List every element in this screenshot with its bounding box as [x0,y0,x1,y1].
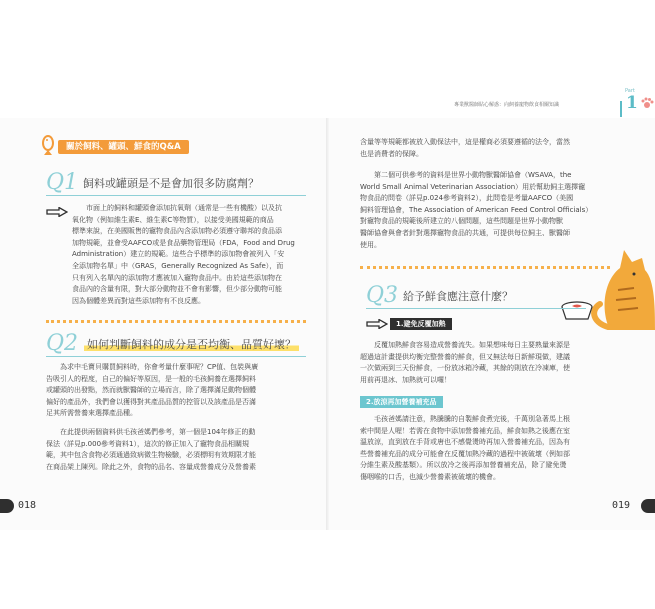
dotted-divider [46,320,306,323]
paragraph-line: 些營養補充品的成分可能會在反覆加熱冷藏的過程中被破壞（例如部 [360,449,570,458]
paragraph-line: 溫放涼，直到放在手背或唐也不感覺燙時再加入營養補充品，因為有 [360,438,570,447]
tip-heading-1: 1.避免反覆加熱 [390,318,452,330]
paragraph-line: 索中間是人喔！若需在食物中添加營養補充品，鮮食如熱之後應在室 [360,426,570,435]
question-title-q3: 給予鮮食應注意什麼？ [403,290,513,303]
paragraph-line: 用前再退冰、加熱就可以囉！ [360,375,451,384]
paragraph-line: 加物規範，並會受AAFCO或是食品藥物管理局（FDA，Food and Drug [72,238,295,247]
answer-q2-para1 [46,362,306,420]
question-title-q2: 如何判斷飼料的成分是否均衡、品質好壞？ [84,339,299,351]
paragraph-line: 超過這計畫提供均衡完整營養的鮮食，但又無法每日新鮮現做，建議 [360,352,570,361]
paragraph-line: 反覆加熱鮮食容易造成營養流失。如果想味每日主要熟量來源是 [374,341,570,349]
paragraph-line: 在商品架上陳列。除此之外，食物的品名、容量成營養成分及營養素 [46,462,256,471]
question-title-q1: 飼料或罐頭是不是會加很多防腐劑？ [83,177,259,190]
paragraph-line: 或罐頭的出發點，然而就獸醫師的立場而言，除了選擇滿足動物個體 [46,386,256,395]
question-underline-q1 [46,195,306,196]
part-label: Part [625,88,635,94]
paragraph-line: 全添加物名單」中（GRAS，Generally Recognized As Safe），而 [72,261,284,270]
paragraph-line: 偏好的產品外，我們會以獲得對其產品品質的控管以及該產品是否滿 [46,397,256,406]
part-number: 1 [626,93,638,113]
paragraph-line: 使用。 [360,240,381,249]
paragraph-line: 食品內的含量有限，對大部分動物並不會有影響，但少部分動物可能 [72,285,282,294]
page-number-right: 019 [612,500,631,511]
paragraph-line: 氧化物（例如維生素E、維生素C等物質），以接受美國規範的商品 [72,215,274,224]
dotted-divider [360,266,610,269]
question-number-q2: Q2 [46,331,79,356]
paragraph-line: Administration）建立的規範。這些合乎標準的添加物會被列入「安 [72,250,285,259]
paragraph-line: 含量等等規範都被放入動保法中，這是權商必須要遵循的法令，當然 [360,138,570,146]
page-tab-right [641,499,655,513]
section-banner: 關於飼料、罐頭、鮮食的Q&A [58,140,189,154]
paragraph-line: 只有列入名單內的添加物才應被加入寵物食品中。由於這些添加物在 [72,273,282,282]
question-underline-q3 [366,308,586,309]
paragraph-line: 保法（詳見p.000參考資料1），這次的修正加入了寵物食品相關規 [46,439,249,448]
page-tab-left [0,499,14,513]
question-number-q1: Q1 [46,170,79,195]
reference-paragraph [360,170,612,251]
paragraph-line: 足其所需營養來選擇產品種。 [46,409,137,418]
paragraph-line: 標準來說，在美國販售的寵物食品內含添加物必須遵守聯邦的食品添 [72,227,282,236]
paragraph-line: 醫師協會與會者針對選擇寵物食品的共通，可提供每位飼主、獸醫師 [360,228,570,237]
arrow-icon [366,319,388,329]
paragraph-line: 傷咽喉的口舌，也減少營養素被破壞的機會。 [360,472,500,481]
paragraph-line: 範，其中包含食物必須通過致病微生物檢驗，必須標明有效期限才能 [46,451,256,460]
paragraph-line: 物食品的問卷（詳見p.024參考資料2），此問卷是考量AAFCO（美國 [360,194,574,203]
paragraph-line: 一次做兩到三天份鮮食，一份放冰箱冷藏，其餘的則放在冷凍庫，使 [360,364,570,373]
tip-1-text [360,340,612,386]
paragraph-line: 毛孩爸媽請注意，熱騰騰的自製鮮食煮完後，千萬別急著馬上根 [374,415,570,423]
arrow-icon [46,207,68,217]
continued-text [360,137,612,160]
paragraph-line: 在此提供兩個資料供毛孩爸媽們參考，第一個是104年修正的動 [60,428,256,436]
answer-q1 [72,203,306,307]
paragraph-line: 對寵物食品的規範後所建立的八個問題，這些問題是世界小動物獸 [360,217,563,226]
question-number-q3: Q3 [366,283,399,308]
running-header: 專業獸醫師貼心解惑：向飼養寵物飲食相關知識 [454,102,560,108]
tip-2-text [360,414,612,484]
question-underline-q2 [46,356,306,357]
fish-icon [38,134,58,156]
paragraph-line: 也是消費者的保障。 [360,149,423,158]
book-spine [326,118,329,530]
food-bowl-illustration [560,300,594,322]
page-number-left: 018 [18,500,37,511]
tip-heading-2: 2.放涼再加營養補充品 [360,396,443,408]
paragraph-line: 告吸引人的程度，自己的偏好等原因，是一般的毛孩飼養在選擇飼料 [46,374,256,383]
paragraph-line: 市面上的飼料和罐頭會添加抗氧劑（通常是一些有機酸）以及抗 [86,204,282,212]
header-divider [620,101,622,117]
answer-q2-para2 [46,427,306,473]
paw-icon [640,96,654,110]
paragraph-line: 第二個可供參考的資料是世界小動物獸醫師協會（WSAVA，the [374,171,572,179]
cat-illustration [590,240,655,330]
paragraph-line: 飼料管理協會，The Association of American Feed Control Officials） [360,205,593,214]
paragraph-line: 分維生素及酸基類）。所以放冷之後再添加營養補充品，除了避免燙 [360,461,567,470]
paragraph-line: 因為個體差異而對這些添加物有不良反應。 [72,296,205,305]
paragraph-line: World Small Animal Veterinarian Association）用於幫助飼主選擇寵 [360,182,586,191]
paragraph-line: 為求中毛寶貝購買飼料時，你會考量什麼事呢？CP值、包裝與廣 [60,363,259,371]
